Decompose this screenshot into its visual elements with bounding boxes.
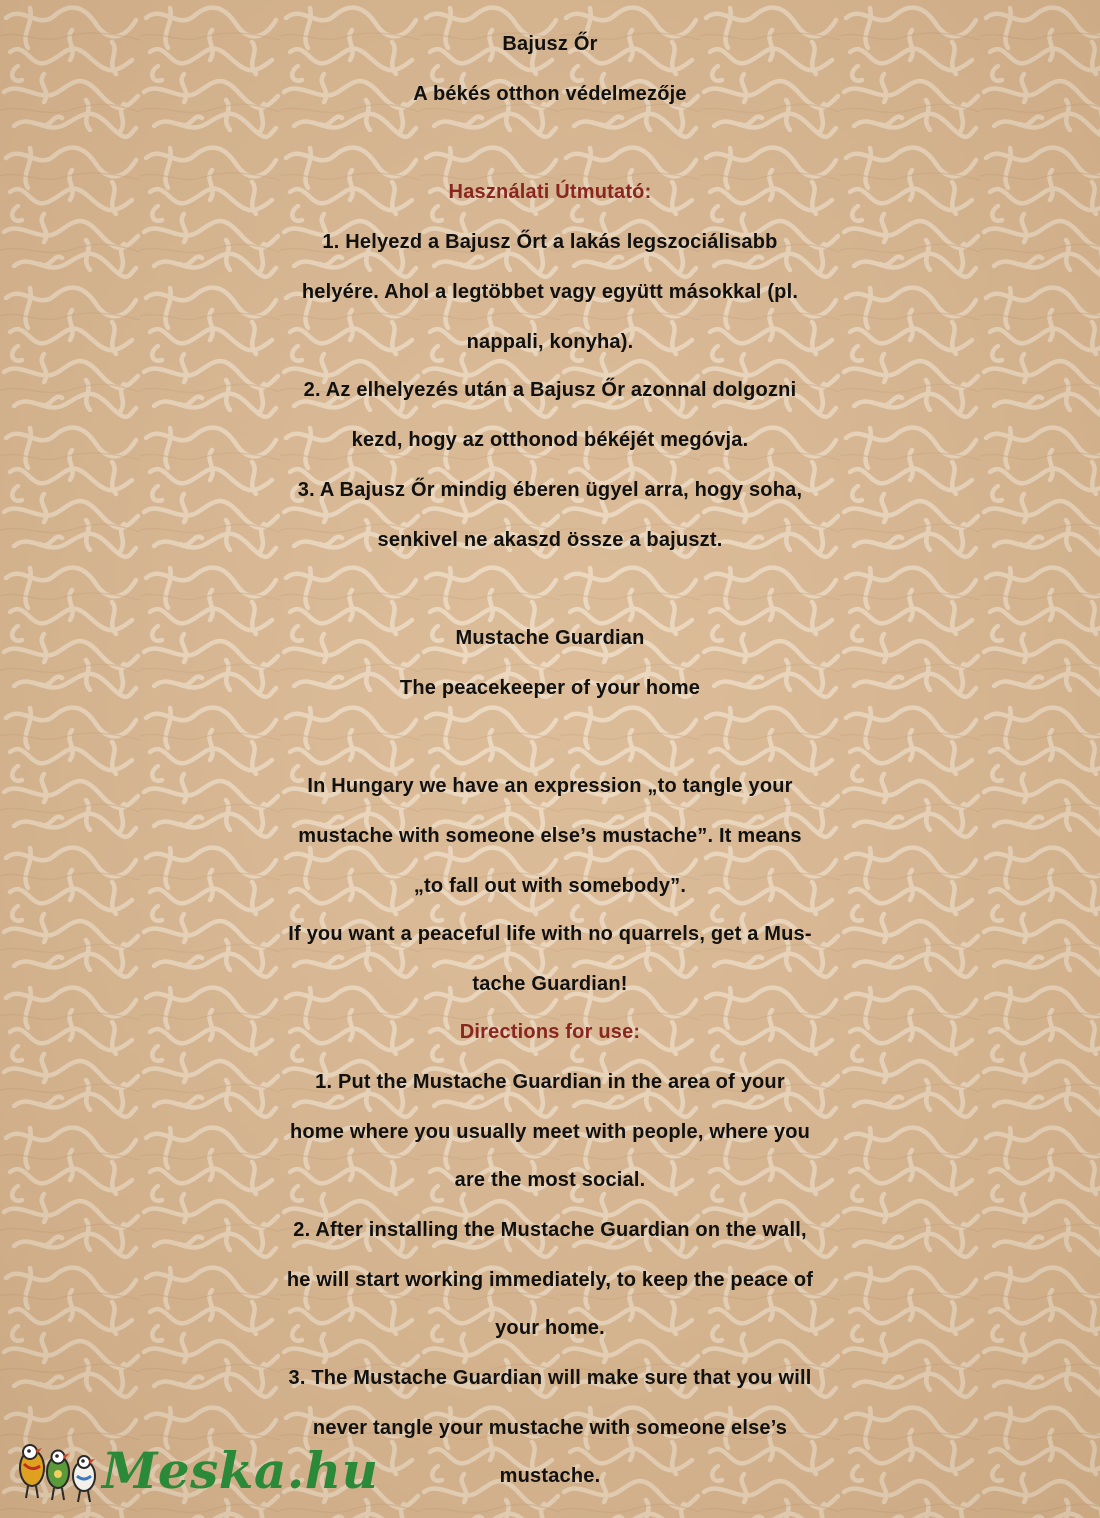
- en-line: never tangle your mustache with someone else’s: [312, 1417, 788, 1439]
- en-directions-heading: Directions for use:: [459, 1021, 641, 1043]
- hu-line: kezd, hogy az otthonod békéjét megóvja.: [351, 429, 749, 451]
- bird-figures-icon: [14, 1432, 104, 1510]
- hu-subtitle: A békés otthon védelmezője: [413, 83, 687, 105]
- en-intro-line: „to fall out with somebody”.: [413, 875, 687, 897]
- hu-line: nappali, konyha).: [466, 331, 634, 353]
- en-intro-line: In Hungary we have an expression „to tangle your: [307, 775, 793, 797]
- hu-line: helyére. Ahol a legtöbbet vagy együtt másokkal (pl.: [301, 281, 799, 303]
- meska-logo[interactable]: [14, 1432, 379, 1510]
- en-line: he will start working immediately, to keep the peace of: [286, 1269, 814, 1291]
- hu-line: senkivel ne akaszd össze a bajuszt.: [377, 529, 723, 551]
- hu-title: Bajusz Őr: [502, 33, 598, 55]
- en-subtitle: The peacekeeper of your home: [399, 677, 701, 699]
- en-line: are the most social.: [454, 1169, 646, 1191]
- en-intro-line: mustache with someone else’s mustache”. It means: [298, 825, 802, 847]
- en-title: Mustache Guardian: [455, 627, 645, 649]
- hu-line: 3. A Bajusz Őr mindig éberen ügyel arra, hogy soha,: [297, 479, 803, 501]
- en-intro-line: tache Guardian!: [472, 973, 628, 995]
- en-line: 2. After installing the Mustache Guardian on the wall,: [293, 1219, 807, 1241]
- hu-directions-heading: Használati Útmutató:: [448, 181, 652, 203]
- en-line: mustache.: [499, 1465, 601, 1487]
- en-line: your home.: [495, 1317, 605, 1339]
- logo-text: Meska.hu: [102, 1441, 379, 1500]
- en-line: 3. The Mustache Guardian will make sure that you will: [288, 1367, 812, 1389]
- en-intro-line: If you want a peaceful life with no quarrels, get a Mus-: [288, 923, 812, 945]
- hu-line: 2. Az elhelyezés után a Bajusz Őr azonnal dolgozni: [303, 379, 797, 401]
- hu-line: 1. Helyezd a Bajusz Őrt a lakás legszociálisabb: [322, 231, 778, 253]
- en-line: 1. Put the Mustache Guardian in the area of your: [315, 1071, 785, 1093]
- en-line: home where you usually meet with people, where you: [289, 1121, 811, 1143]
